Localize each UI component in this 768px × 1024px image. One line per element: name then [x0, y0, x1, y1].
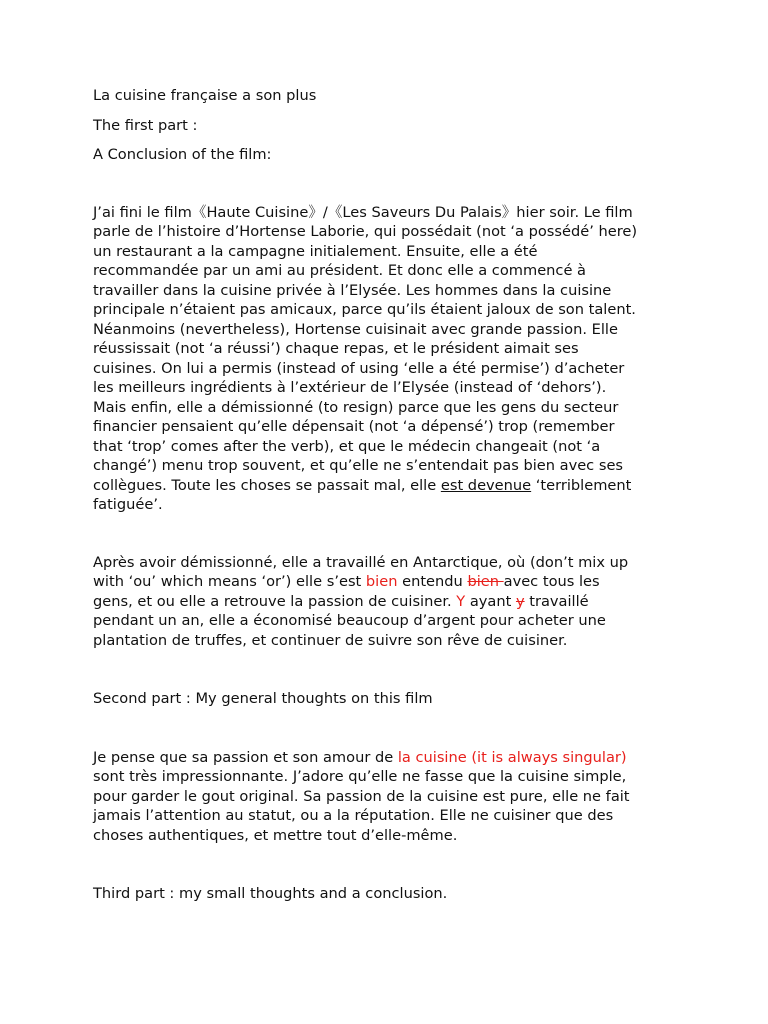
document-page [93, 86, 683, 904]
para2-text: avec tous les [503, 573, 600, 590]
para2-text: ayant [465, 592, 516, 610]
para1-line: un restaurant a la campagne initialement. Ensuite, elle a été [93, 242, 538, 260]
para1-line: Mais enfin, elle a démissionné (to resign) parce que les gens du secteur [93, 398, 619, 416]
inserted-correction: la cuisine (it is always singular) [397, 748, 627, 766]
para1-line: réussissait (not ‘a réussi’) chaque repas, et le président aimait ses [93, 340, 579, 357]
para3-line [93, 748, 683, 768]
para2-text: entendu [397, 573, 468, 590]
para3-line: jamais l’attention au statut, ou a la réputation. Elle ne cuisiner que des [93, 807, 614, 824]
para1-text: collègues. Toute les choses se passait mal, elle [93, 476, 441, 494]
para1-line: parle de l’histoire d’Hortense Laborie, qui possédait (not ‘a possédé’ here) [93, 223, 638, 240]
para1-line: financier pensaient qu’elle dépensait (not ‘a dépensé’) trop (remember [93, 418, 615, 435]
para2-text: gens, et ou elle a retrouve la passion de cuisiner. [93, 592, 457, 610]
para2-text: with ‘ou’ which means ‘or’) elle s’est [93, 573, 366, 590]
paragraph-film-summary [93, 203, 683, 515]
para2-line: plantation de truffes, et continuer de suivre son rêve de cuisiner. [93, 631, 568, 649]
para1-line: recommandée par un ami au président. Et donc elle a commencé à [93, 262, 587, 279]
para1-line: Néanmoins (nevertheless), Hortense cuisinait avec grande passion. Elle [93, 320, 618, 338]
first-part-heading: The first part : [93, 116, 198, 134]
inserted-correction: Y [456, 592, 466, 610]
para1-text: ‘terriblement [531, 476, 632, 494]
document-title: La cuisine française a son plus [93, 87, 317, 104]
para1-line: changé’) menu trop souvent, et qu’elle ne s’entendait pas bien avec ses [93, 457, 624, 474]
para1-line: principale n’étaient pas amicaux, parce qu’ils étaient jaloux de son talent. [93, 301, 636, 318]
para1-line: travailler dans la cuisine privée à l’Elysée. Les hommes dans la cuisine [93, 281, 612, 299]
paragraph-antarctica [93, 553, 683, 651]
para3-text: Je pense que sa passion et son amour de [93, 748, 398, 766]
para2-line [93, 592, 683, 612]
para1-line: fatiguée’. [93, 496, 163, 513]
para2-line: Après avoir démissionné, elle a travaillé en Antarctique, où (don’t mix up [93, 553, 629, 571]
inserted-correction: bien [365, 573, 398, 590]
para2-line: pendant un an, elle a économisé beaucoup d’argent pour acheter une [93, 612, 606, 629]
deleted-correction: bien [467, 573, 504, 590]
para1-line: les meilleurs ingrédients à l’extérieur de l’Elysée (instead of ‘dehors’). [93, 379, 607, 396]
para3-line: sont très impressionnante. J’adore qu’elle ne fasse que la cuisine simple, [93, 768, 627, 785]
para1-line [93, 476, 683, 496]
third-part-heading: Third part : my small thoughts and a conclusion. [93, 885, 448, 902]
para2-line [93, 572, 683, 592]
para1-line: that ‘trop’ comes after the verb), et que le médecin changeait (not ‘a [93, 437, 601, 455]
conclusion-heading: A Conclusion of the film: [93, 146, 272, 163]
underlined-correction: est devenue [440, 476, 532, 494]
para2-text: travaillé [524, 592, 589, 610]
second-part-heading: Second part : My general thoughts on this film [93, 690, 433, 707]
para3-line: pour garder le gout original. Sa passion de la cuisine est pure, elle ne fait [93, 787, 630, 805]
paragraph-thoughts [93, 748, 683, 846]
deleted-correction: y [515, 592, 525, 610]
para3-line: choses authentiques, et mettre tout d’elle-même. [93, 826, 458, 844]
para1-line: J’ai fini le film《Haute Cuisine》/《Les Saveurs Du Palais》hier soir. Le film [93, 203, 633, 221]
para1-line: cuisines. On lui a permis (instead of using ‘elle a été permise’) d’acheter [93, 359, 625, 377]
